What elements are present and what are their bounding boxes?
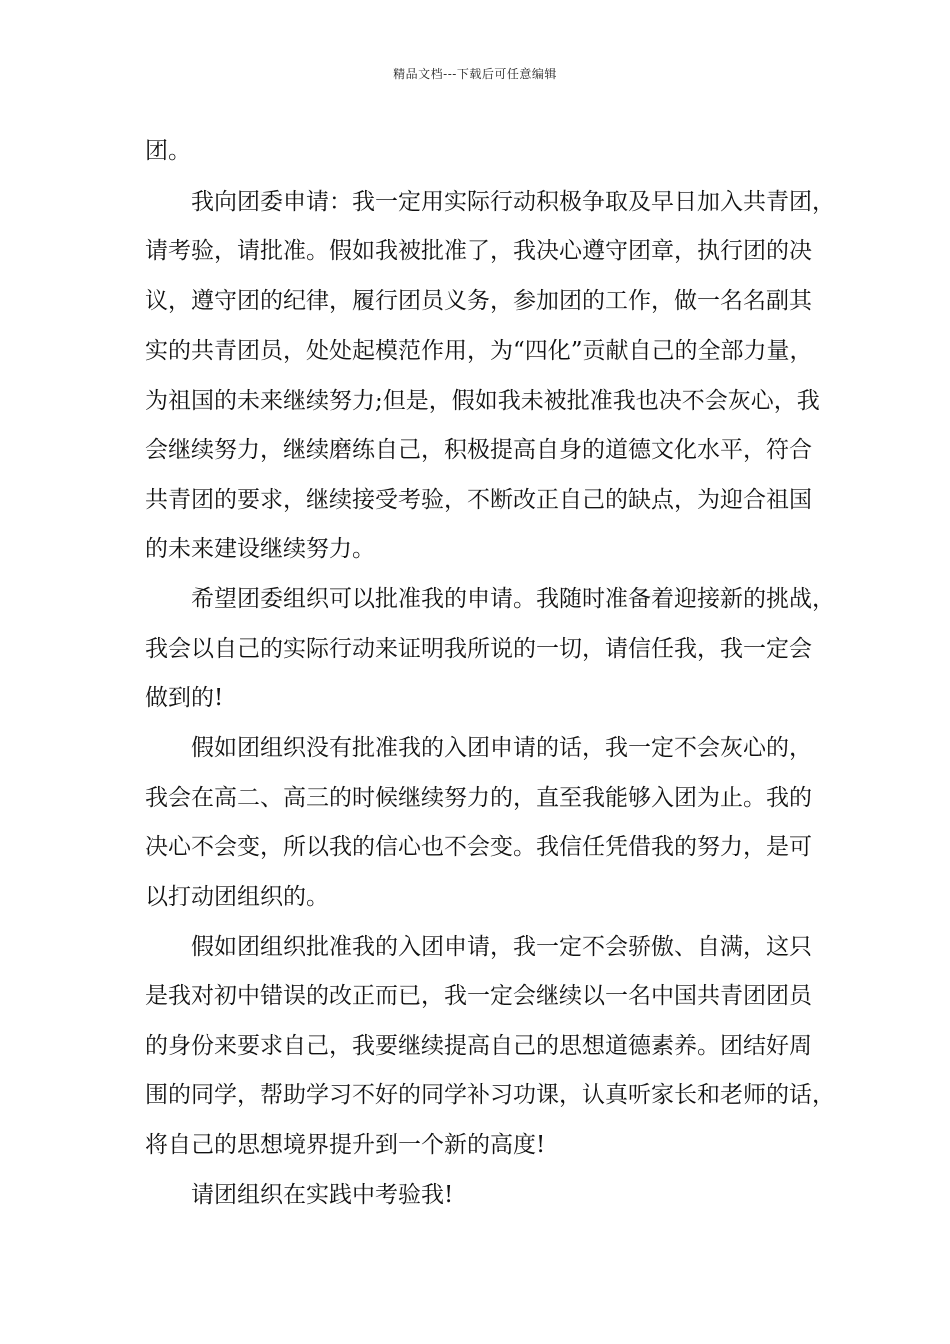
text-line: 的未来建设继续努力。 bbox=[145, 536, 375, 562]
text-line: 团。 bbox=[145, 138, 191, 164]
paragraph-first-line: 假如团组织批准我的入团申请，我一定不会骄傲、自满，这只 bbox=[191, 934, 812, 960]
text-line: 我会以自己的实际行动来证明我所说的一切，请信任我，我一定会 bbox=[145, 636, 812, 662]
text-line: 的身份来要求自己，我要继续提高自己的思想道德素养。团结好周 bbox=[145, 1033, 812, 1059]
paragraph-first-line: 希望团委组织可以批准我的申请。我随时准备着迎接新的挑战， bbox=[191, 586, 835, 612]
paragraph-first-line: 我向团委申请：我一定用实际行动积极争取及早日加入共青团， bbox=[191, 189, 835, 215]
text-line: 决心不会变，所以我的信心也不会变。我信任凭借我的努力，是可 bbox=[145, 834, 812, 860]
text-line: 是我对初中错误的改正而已，我一定会继续以一名中国共青团团员 bbox=[145, 983, 812, 1009]
paragraph-first-line: 请团组织在实践中考验我! bbox=[191, 1182, 454, 1208]
text-line: 将自己的思想境界提升到一个新的高度! bbox=[145, 1132, 546, 1158]
text-line: 共青团的要求，继续接受考验，不断改正自己的缺点，为迎合祖国 bbox=[145, 487, 812, 513]
text-line: 议，遵守团的纪律，履行团员义务，参加团的工作，做一名名副其 bbox=[145, 288, 812, 314]
text-line: 以打动团组织的。 bbox=[145, 884, 329, 910]
page-header: 精品文档---下载后可任意编辑 bbox=[393, 67, 557, 81]
text-line: 围的同学，帮助学习不好的同学补习功课，认真听家长和老师的话， bbox=[145, 1082, 835, 1108]
text-line: 我会在高二、高三的时候继续努力的，直至我能够入团为止。我的 bbox=[145, 785, 812, 811]
text-line: 为祖国的未来继续努力;但是，假如我未被批准我也决不会灰心，我 bbox=[145, 388, 820, 414]
text-line: 实的共青团员，处处起模范作用，为“四化”贡献自己的全部力量， bbox=[145, 338, 813, 364]
text-line: 做到的! bbox=[145, 685, 224, 711]
text-line: 请考验，请批准。假如我被批准了，我决心遵守团章，执行团的决 bbox=[145, 238, 812, 264]
text-line: 会继续努力，继续磨练自己，积极提高自身的道德文化水平，符合 bbox=[145, 437, 812, 463]
paragraph-first-line: 假如团组织没有批准我的入团申请的话，我一定不会灰心的， bbox=[191, 735, 812, 761]
